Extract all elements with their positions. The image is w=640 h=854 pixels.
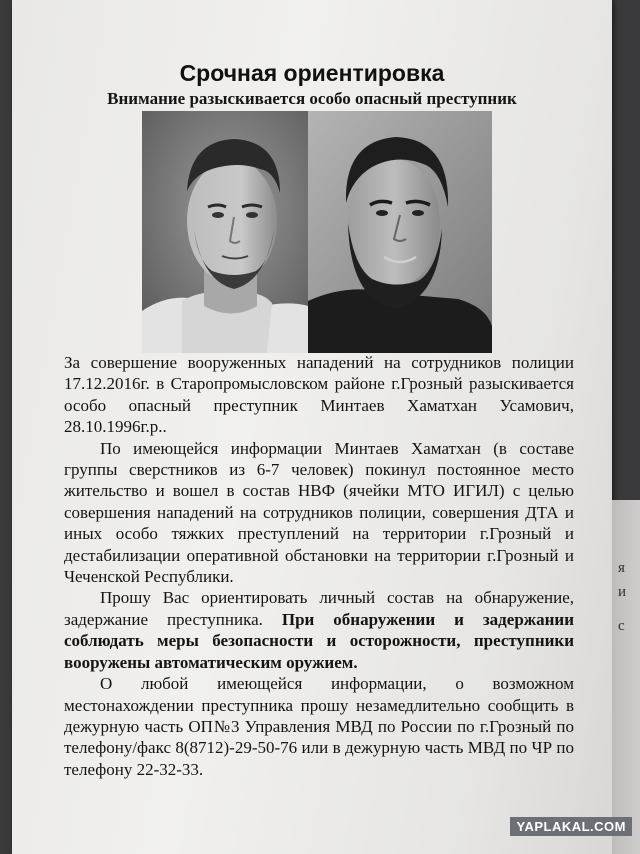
- paragraph-crime: За совершение вооруженных нападений на сотрудников полиции 17.12.2016г. в Старопромысловском районе г.Грозный разыскивается особо опасный преступник Минтаев Хаматхан Усамович, 28.10.1996г.р..: [64, 353, 574, 437]
- document-title: Срочная ориентировка: [179, 60, 445, 86]
- edge-text-3: с: [618, 618, 625, 634]
- paragraph-orders: [64, 587, 574, 673]
- suspect-photo-side: [308, 111, 492, 353]
- edge-text-2: и: [618, 584, 627, 600]
- underlying-page-edge: [612, 500, 640, 854]
- suspect-photo-front: [142, 111, 318, 353]
- paragraph-orders-warning: При обнаружении и задержании соблюдать меры безопасности и осторожности, преступники вооружены автоматическим оружием.: [64, 609, 574, 672]
- document-page: [12, 0, 612, 854]
- document-body: [64, 352, 574, 780]
- paragraph-contacts: О любой имеющейся информации, о возможном местонахождении преступника прошу незамедлительно сообщить в дежурную часть ОП№3 Управления МВД по России по г.Грозный по телефону/факс 8(8712)-29-50-76 или в дежурную часть МВД по ЧР по телефону 22-32-33.: [64, 674, 574, 779]
- watermark-badge: YAPLAKAL.COM: [510, 817, 632, 836]
- paragraph-orders-text: Прошу Вас ориентировать личный состав на обнаружение, задержание преступника.: [64, 588, 574, 629]
- edge-text-1: я: [618, 560, 625, 576]
- paragraph-info: По имеющейся информации Минтаев Хаматхан (в составе группы сверстников из 6-7 человек) покинул постоянное место жительство и вошел в состав НВФ (ячейки МТО ИГИЛ) с целью совершения нападений на сотрудников полиции, совершения ДТА и иных особо тяжких преступлений на территории г.Грозный и дестабилизации оперативной обстановки на территории г.Грозный и Чеченской Республики.: [64, 438, 574, 587]
- document-subtitle: Внимание разыскивается особо опасный преступник: [107, 89, 517, 108]
